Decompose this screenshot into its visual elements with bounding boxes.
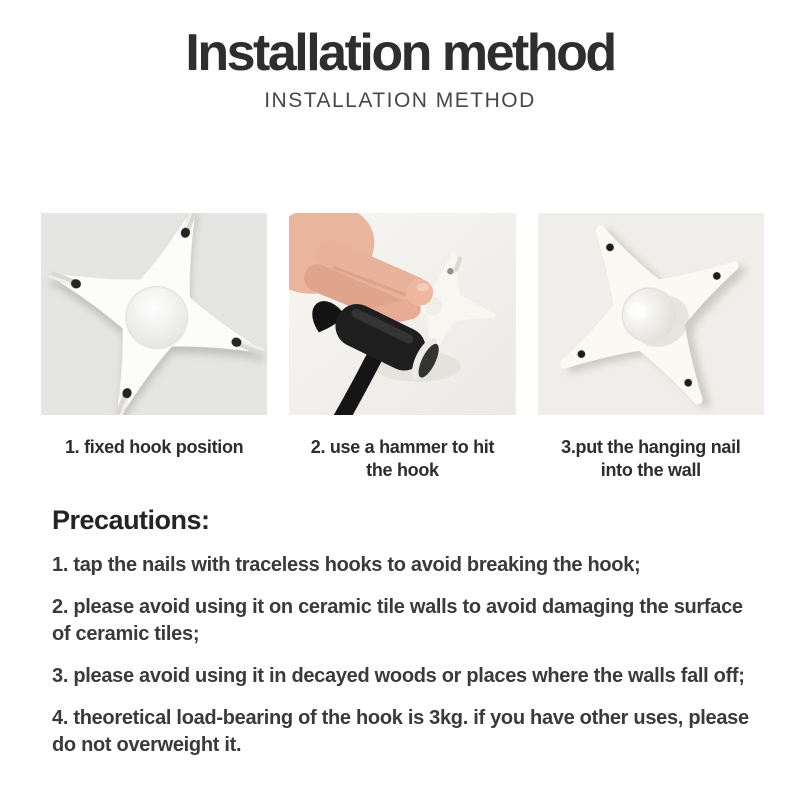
step-3 bbox=[538, 213, 764, 483]
precaution-item: 4. theoretical load-bearing of the hook is 3kg. if you have other uses, please do not overweight it. bbox=[52, 707, 749, 756]
step-1-photo bbox=[41, 213, 267, 415]
precautions-section bbox=[52, 505, 749, 774]
precautions-heading: Precautions: bbox=[52, 505, 210, 535]
installation-steps-row bbox=[41, 213, 764, 483]
page-subtitle: INSTALLATION METHOD bbox=[264, 88, 536, 112]
step-2 bbox=[289, 213, 515, 483]
precaution-item: 1. tap the nails with traceless hooks to avoid breaking the hook; bbox=[52, 554, 641, 576]
star-hook-with-nails-icon bbox=[41, 213, 267, 415]
step-3-photo bbox=[538, 213, 764, 415]
page-header bbox=[0, 0, 800, 113]
precaution-item: 3. please avoid using it in decayed woods or places where the walls fall off; bbox=[52, 665, 745, 687]
hand-hammer-hitting-hook-icon bbox=[289, 213, 515, 415]
hook-nailed-to-wall-icon bbox=[538, 213, 764, 415]
page-title: Installation method bbox=[185, 24, 615, 82]
step-1 bbox=[41, 213, 267, 483]
step-2-photo bbox=[289, 213, 515, 415]
step-2-caption: 2. use a hammer to hit the hook bbox=[310, 437, 495, 481]
precautions-list bbox=[52, 552, 749, 759]
step-3-caption: 3.put the hanging nail into the wall bbox=[561, 437, 741, 481]
step-1-caption: 1. fixed hook position bbox=[64, 437, 244, 457]
precaution-item: 2. please avoid using it on ceramic tile walls to avoid damaging the surface of ceramic tiles; bbox=[52, 596, 743, 645]
